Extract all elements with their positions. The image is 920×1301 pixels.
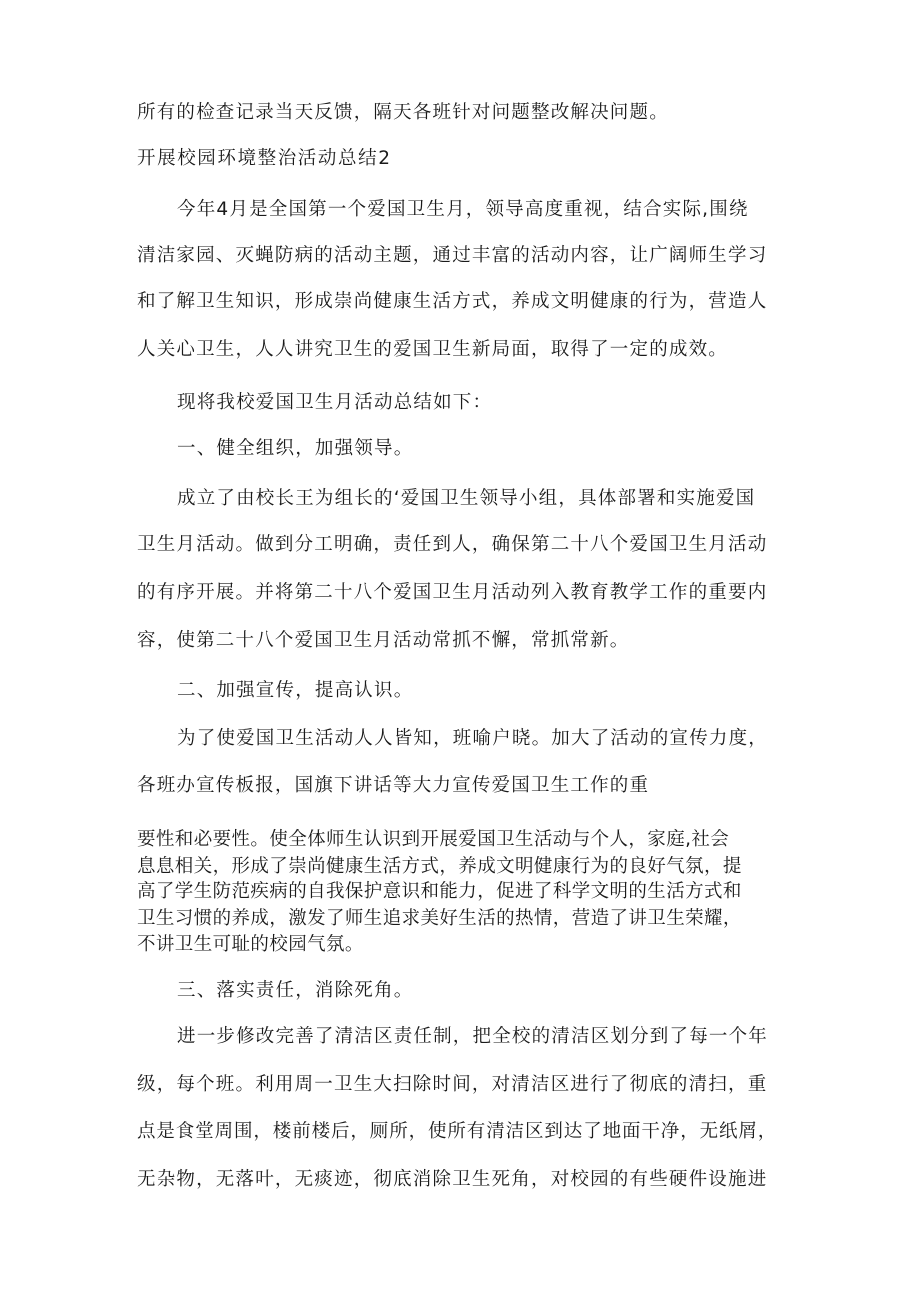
paragraph-line: 点是食堂周围，楼前楼后，厕所，使所有清洁区到达了地面干净，无纸屑， [137, 1121, 778, 1142]
heading-three: 三、落实责任，消除死角。 [177, 980, 414, 1001]
paragraph-line: 无杂物，无落叶，无痰迹，彻底消除卫生死角，对校园的有些硬件设施进 [137, 1169, 768, 1190]
paragraph-line: 各班办宣传板报，国旗下讲话等大力宣传爱国卫生工作的重 [137, 775, 650, 796]
dense-paragraph-line: 不讲卫生可耻的校园气氛。 [137, 934, 364, 955]
paragraph-line: 和了解卫生知识，形成崇尚健康生活方式，养成文明健康的行为，营造人 [137, 291, 768, 312]
dense-paragraph-line: 卫生习惯的养成，激发了师生追求美好生活的热情，营造了讲卫生荣耀， [137, 908, 742, 929]
heading-two: 二、加强宣传，提高认识。 [177, 680, 414, 701]
paragraph-line: 卫生月活动。做到分工明确，责任到人，确保第二十八个爱国卫生月活动 [137, 534, 768, 555]
paragraph-line: 为了使爱国卫生活动人人皆知，班喻户晓。加大了活动的宣传力度， [177, 728, 769, 749]
paragraph-line: 清洁家园、灭蝇防病的活动主题，通过丰富的活动内容，让广阔师生学习 [137, 245, 768, 266]
paragraph-line: 人关心卫生，人人讲究卫生的爱国卫生新局面，取得了一定的成效。 [137, 339, 729, 360]
paragraph-line: 级，每个班。利用周一卫生大扫除时间，对清洁区进行了彻底的清扫，重 [137, 1074, 768, 1095]
paragraph-line: 成立了由校长王为组长的‘爱国卫生领导小组，具体部署和实施爱国 [177, 488, 756, 509]
section-title: 开展校园环境整治活动总结2 [137, 148, 392, 169]
heading-one: 一、健全组织，加强领导。 [177, 438, 414, 459]
paragraph-line: 容，使第二十八个爱国卫生月活动常抓不懈，常抓常新。 [137, 630, 630, 651]
paragraph-line: 现将我校爱国卫生月活动总结如下： [177, 392, 493, 413]
paragraph-line: 所有的检查记录当天反馈，隔天各班针对问题整改解决问题。 [137, 102, 669, 123]
paragraph-line: 的有序开展。并将第二十八个爱国卫生月活动列入教育教学工作的重要内 [137, 582, 768, 603]
paragraph-line: 今年4月是全国第一个爱国卫生月，领导高度重视，结合实际,围绕 [177, 199, 749, 220]
dense-paragraph-line: 高了学生防范疾病的自我保护意识和能力，促进了科学文明的生活方式和 [137, 881, 742, 902]
dense-paragraph-line: 息息相关，形成了崇尚健康生活方式，养成文明健康行为的良好气氛，提 [137, 856, 742, 877]
dense-paragraph-line: 要性和必要性。使全体师生认识到开展爱国卫生活动与个人，家庭,社会 [137, 829, 730, 850]
paragraph-line: 进一步修改完善了清洁区责任制，把全校的清洁区划分到了每一个年 [177, 1026, 769, 1047]
